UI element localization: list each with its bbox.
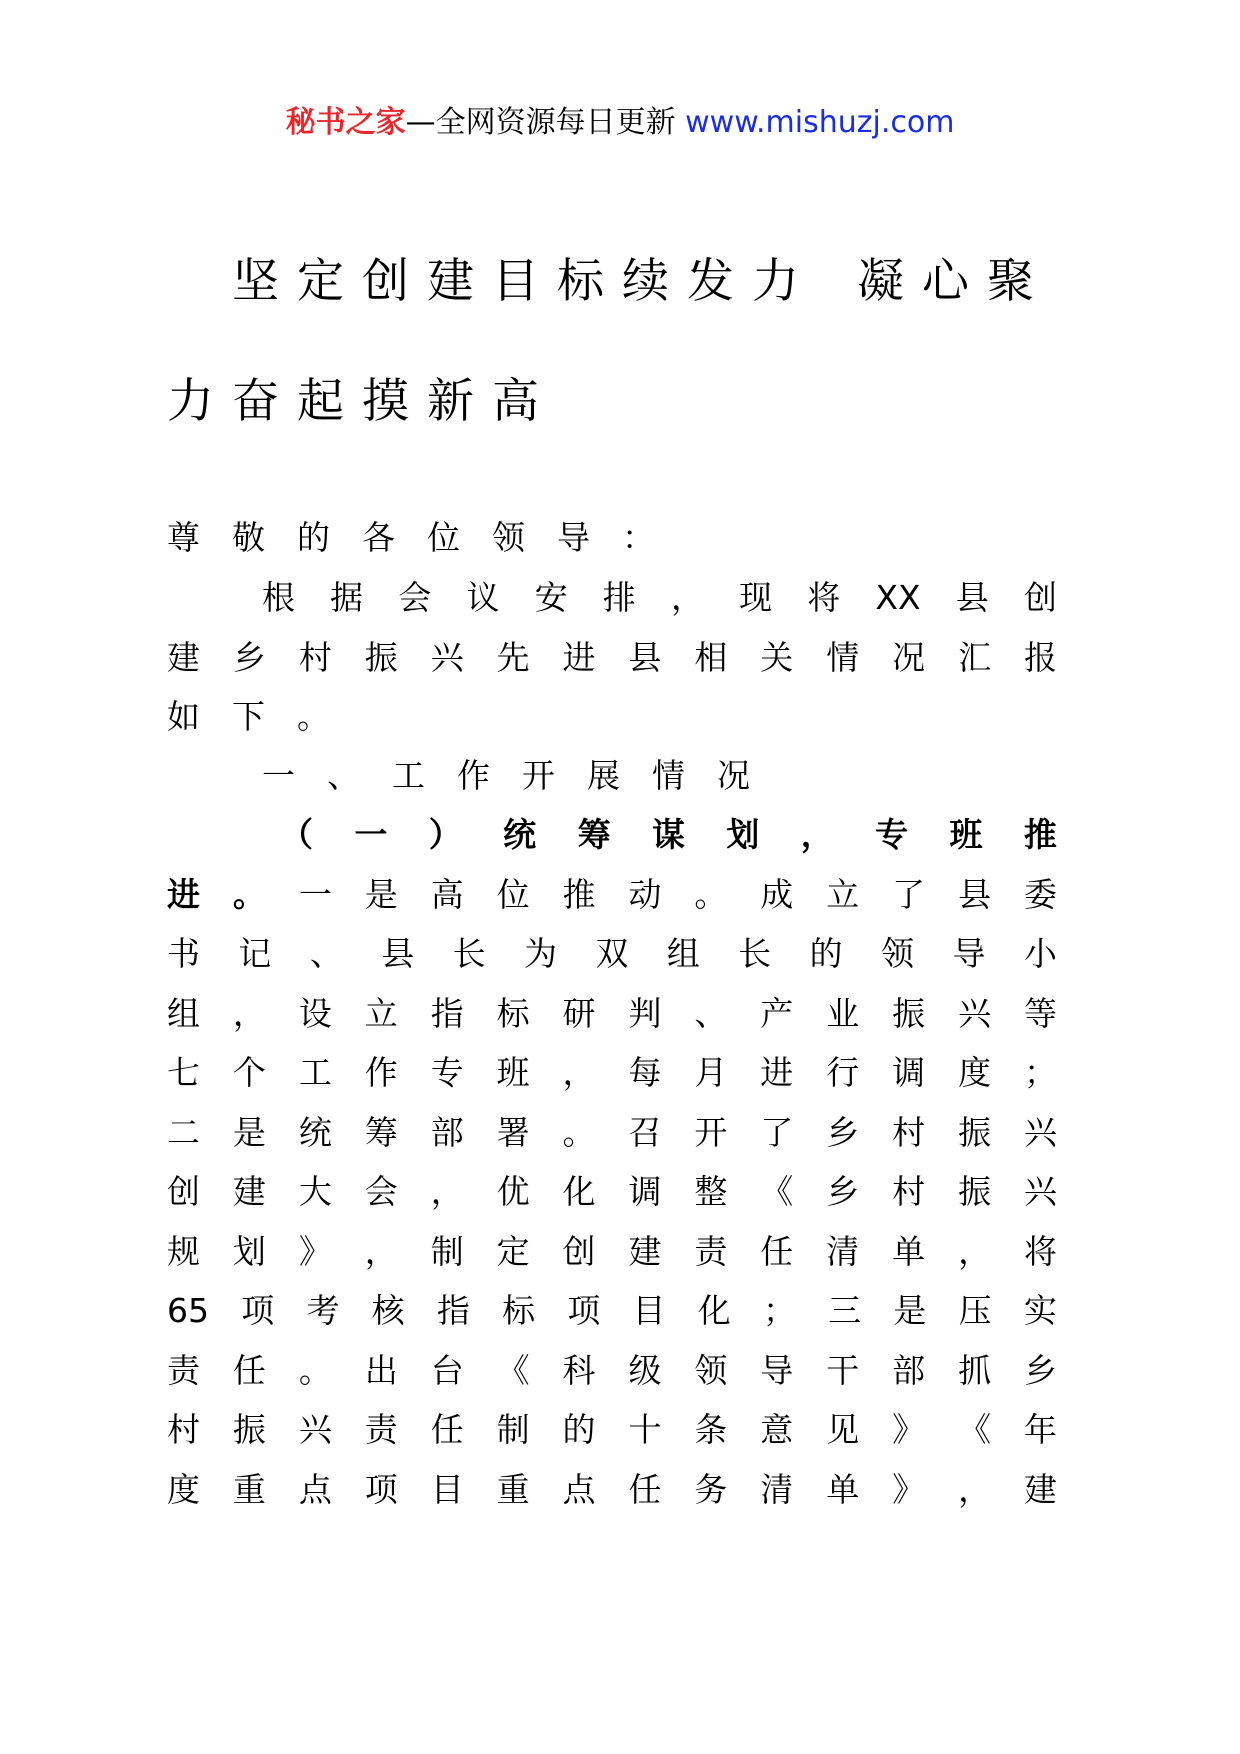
- banner-slogan: —全网资源每日更新: [405, 105, 676, 140]
- paragraph-line: 65 项 考 核 指 标 项 目 化 ； 三 是 压 实: [167, 1291, 1057, 1330]
- paragraph-line: 创 建 大 会 ， 优 化 调 整 《 乡 村 振 兴: [167, 1172, 1057, 1211]
- title-part-1: 坚定创建目标续发力: [232, 254, 817, 309]
- paragraph-line: 书 记 、 县 长 为 双 组 长 的 领 导 小: [167, 934, 1057, 973]
- paragraph-line: 建 乡 村 振 兴 先 进 县 相 关 情 况 汇 报: [167, 638, 1057, 677]
- paragraph-line: 规 划 》 ， 制 定 创 建 责 任 清 单 ， 将: [167, 1232, 1057, 1271]
- paragraph-line: 组 ， 设 立 指 标 研 判 、 产 业 振 兴 等: [167, 994, 1057, 1033]
- paragraph-line: 村 振 兴 责 任 制 的 十 条 意 见 》 《 年: [167, 1410, 1057, 1449]
- paragraph-line: 根 据 会 议 安 排 ， 现 将 XX 县 创: [262, 578, 1057, 617]
- site-banner: [0, 100, 1240, 146]
- site-url-link[interactable]: www.mishuzj.com: [685, 105, 955, 140]
- section-heading: 一 、 工 作 开 展 情 况: [262, 756, 750, 795]
- document-title-line-2: 力奋起摸新高: [167, 374, 557, 429]
- paragraph-line: 进 。 一 是 高 位 推 动 。 成 立 了 县 委: [167, 875, 1057, 914]
- brand-name: 秘书之家: [285, 105, 406, 140]
- paragraph-line: 二 是 统 筹 部 署 。 召 开 了 乡 村 振 兴: [167, 1113, 1057, 1152]
- paragraph-line: 度 重 点 项 目 重 点 任 务 清 单 》 ， 建: [167, 1470, 1057, 1509]
- paragraph-line: 责 任 。 出 台 《 科 级 领 导 干 部 抓 乡: [167, 1351, 1057, 1390]
- title-part-2: 凝心聚: [857, 254, 1052, 309]
- paragraph-line: 如 下 。: [167, 697, 330, 736]
- subsection-heading: （ 一 ） 统 筹 谋 划 ， 专 班 推: [280, 815, 1057, 854]
- document-title-line-1: [232, 252, 1132, 312]
- paragraph-line: 七 个 工 作 专 班 ， 每 月 进 行 调 度 ；: [167, 1053, 1057, 1092]
- greeting-line: 尊 敬 的 各 位 领 导 ：: [167, 518, 655, 557]
